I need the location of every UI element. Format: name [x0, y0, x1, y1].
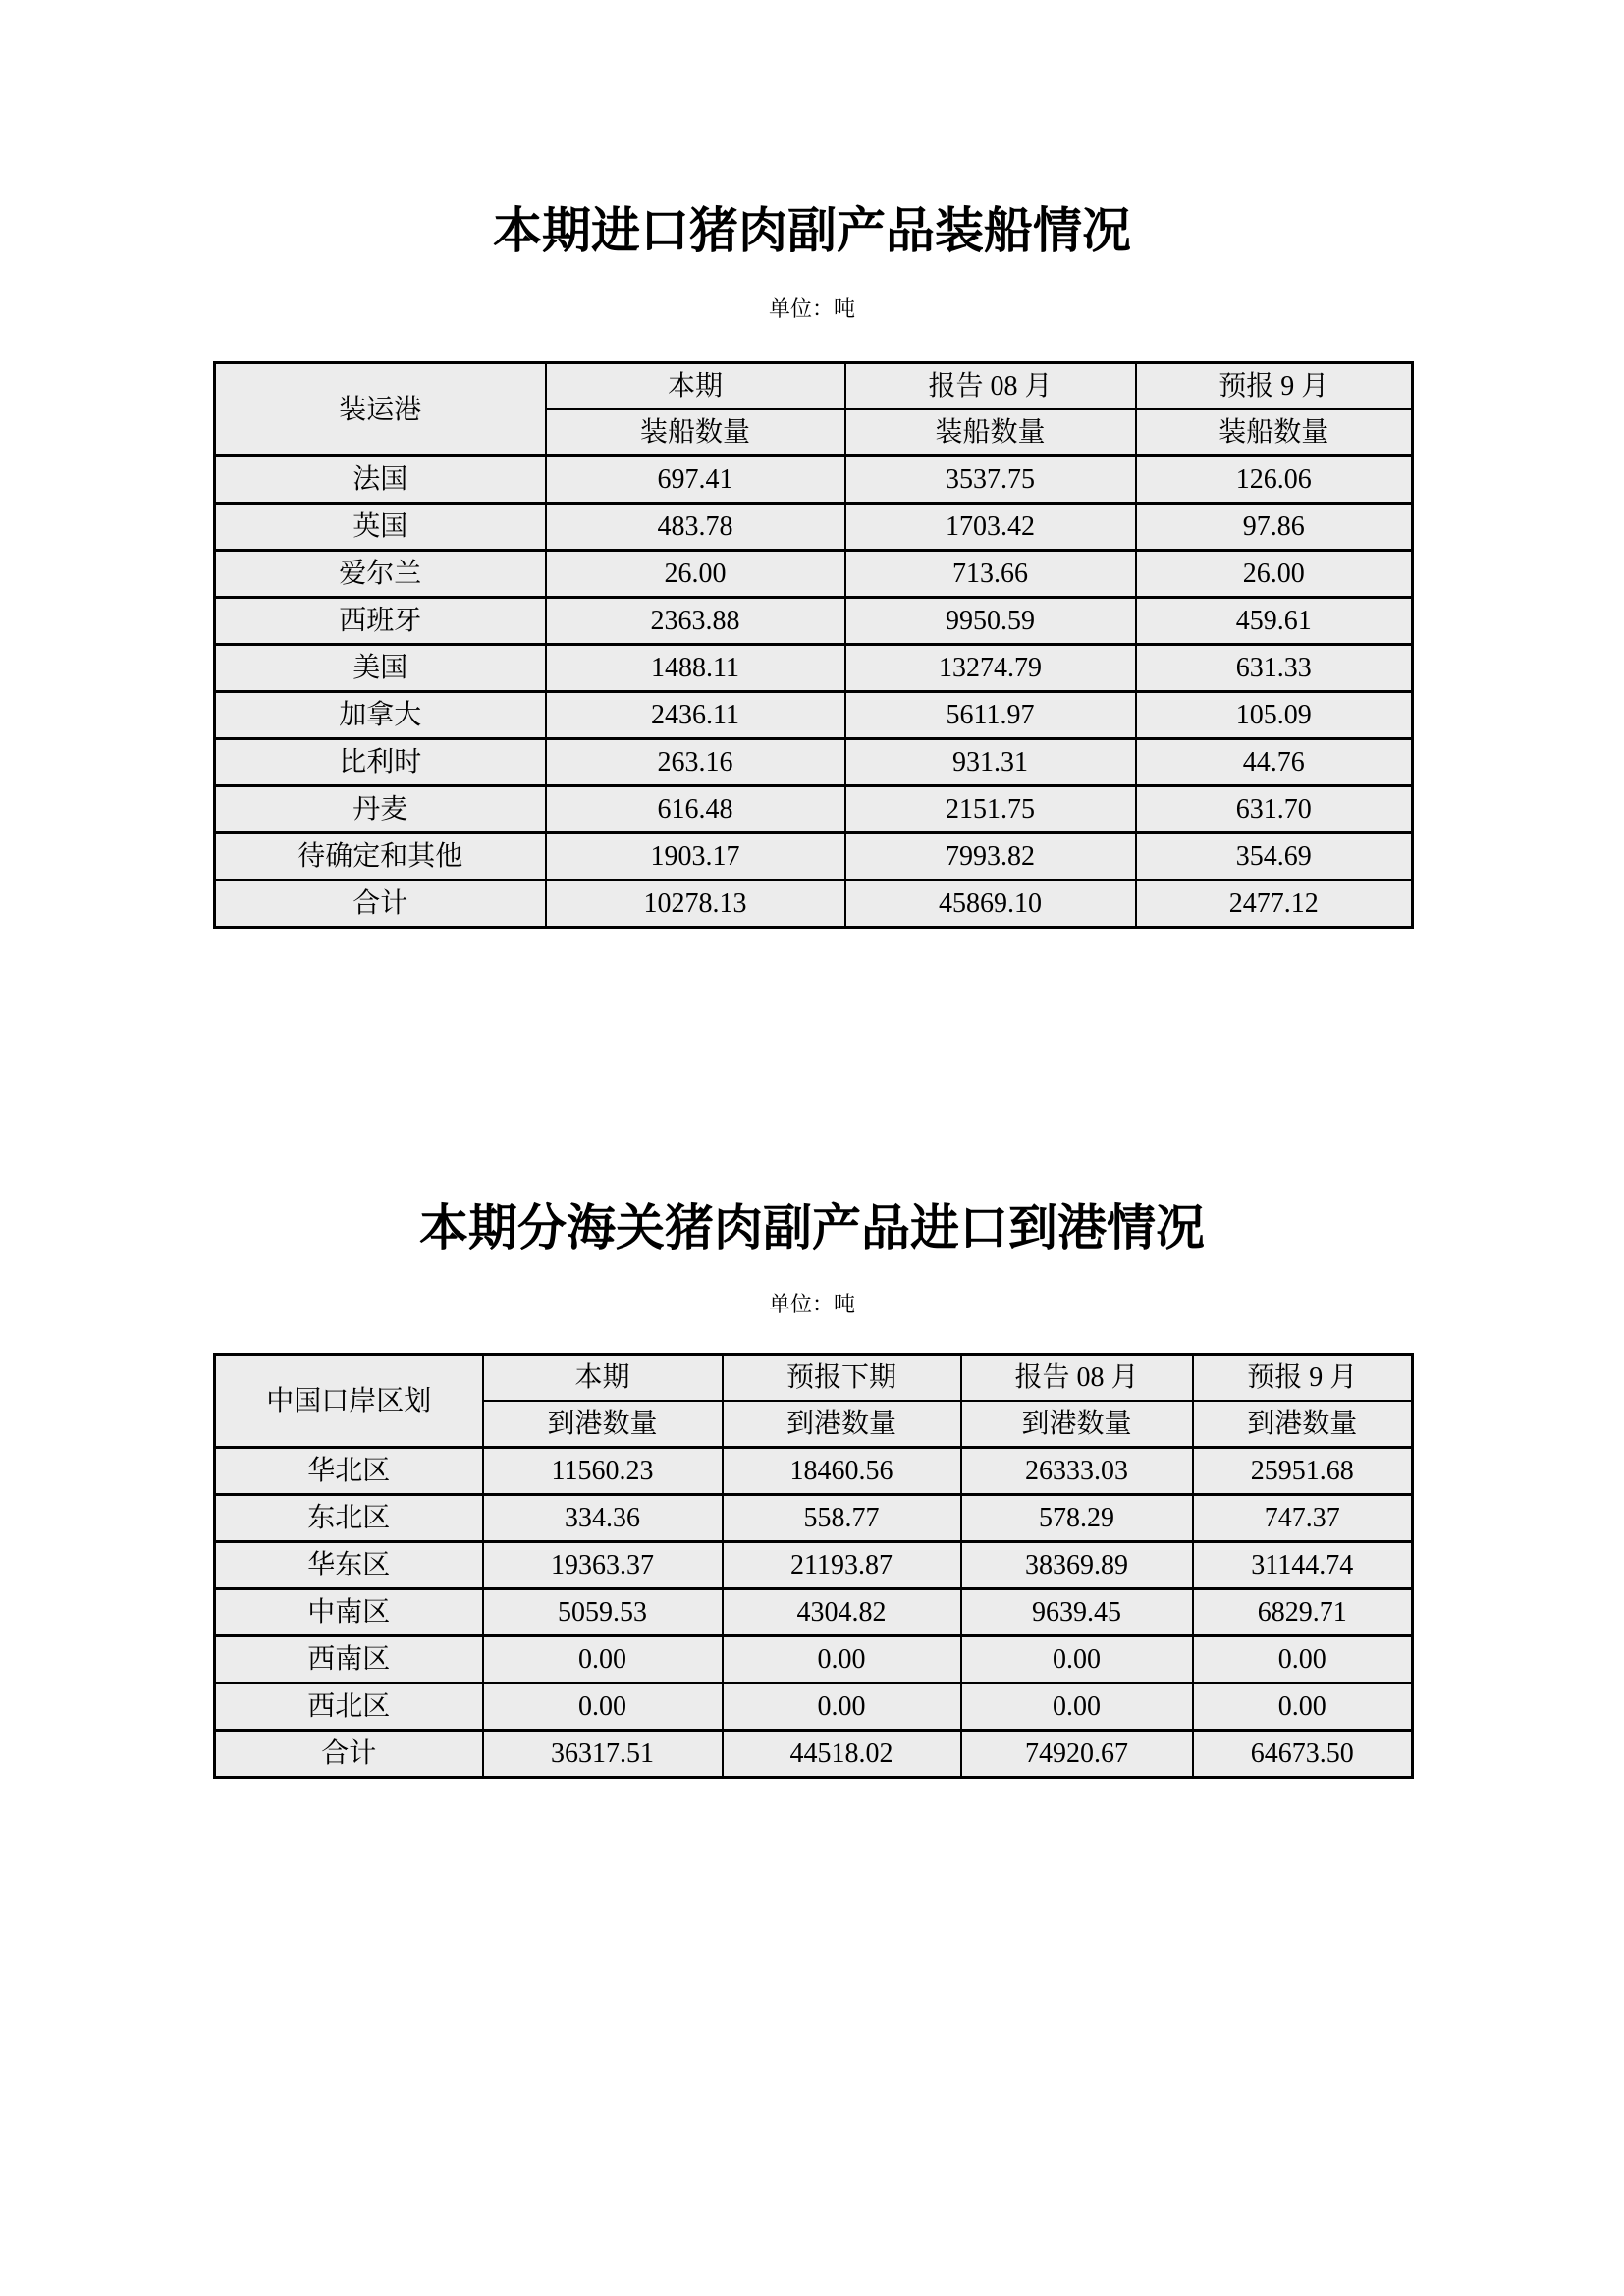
table-row [215, 1731, 1413, 1778]
corner-header-cell: 装运港 [215, 363, 546, 456]
row-label-cell: 待确定和其他 [215, 833, 546, 881]
row-label-cell: 华北区 [215, 1448, 483, 1495]
value-cell: 5059.53 [483, 1589, 723, 1636]
row-label-cell: 西南区 [215, 1636, 483, 1683]
table-row [215, 456, 1413, 504]
value-cell: 36317.51 [483, 1731, 723, 1778]
value-cell: 7993.82 [845, 833, 1136, 881]
value-cell: 616.48 [546, 786, 845, 833]
column-subheader-cell: 装船数量 [546, 409, 845, 456]
column-subheader-cell: 装船数量 [1136, 409, 1413, 456]
row-label-cell: 合计 [215, 881, 546, 928]
value-cell: 2151.75 [845, 786, 1136, 833]
row-label-cell: 华东区 [215, 1542, 483, 1589]
column-subheader-cell: 到港数量 [961, 1401, 1193, 1448]
arrival-unit-label: 单位：吨 [768, 1292, 855, 1316]
column-header-cell: 本期 [546, 363, 845, 410]
table-row [215, 1589, 1413, 1636]
row-label-cell: 丹麦 [215, 786, 546, 833]
arrival-section-title: 本期分海关猪肉副产品进口到港情况 [419, 1201, 1205, 1255]
row-label-cell: 英国 [215, 504, 546, 551]
value-cell: 0.00 [483, 1683, 723, 1731]
value-cell: 2363.88 [546, 598, 845, 645]
value-cell: 5611.97 [845, 692, 1136, 739]
value-cell: 931.31 [845, 739, 1136, 786]
value-cell: 0.00 [1193, 1683, 1413, 1731]
row-label-cell: 爱尔兰 [215, 551, 546, 598]
row-label-cell: 比利时 [215, 739, 546, 786]
value-cell: 10278.13 [546, 881, 845, 928]
row-label-cell: 中南区 [215, 1589, 483, 1636]
column-header-cell: 本期 [483, 1355, 723, 1402]
value-cell: 558.77 [723, 1495, 961, 1542]
column-header-cell: 预报下期 [723, 1355, 961, 1402]
value-cell: 631.70 [1136, 786, 1413, 833]
table-row [215, 1636, 1413, 1683]
value-cell: 483.78 [546, 504, 845, 551]
value-cell: 1903.17 [546, 833, 845, 881]
value-cell: 13274.79 [845, 645, 1136, 692]
value-cell: 25951.68 [1193, 1448, 1413, 1495]
value-cell: 1488.11 [546, 645, 845, 692]
shipment-unit-label: 单位：吨 [768, 296, 855, 321]
row-label-cell: 合计 [215, 1731, 483, 1778]
header-row-top [215, 363, 1413, 410]
value-cell: 1703.42 [845, 504, 1136, 551]
column-header-cell: 报告 08 月 [961, 1355, 1193, 1402]
value-cell: 26.00 [1136, 551, 1413, 598]
table-row [215, 1495, 1413, 1542]
value-cell: 0.00 [723, 1683, 961, 1731]
shipment-table-body [215, 456, 1413, 928]
value-cell: 459.61 [1136, 598, 1413, 645]
value-cell: 11560.23 [483, 1448, 723, 1495]
value-cell: 0.00 [483, 1636, 723, 1683]
value-cell: 713.66 [845, 551, 1136, 598]
column-subheader-cell: 到港数量 [723, 1401, 961, 1448]
value-cell: 38369.89 [961, 1542, 1193, 1589]
value-cell: 2477.12 [1136, 881, 1413, 928]
value-cell: 26333.03 [961, 1448, 1193, 1495]
shipment-table-header [215, 363, 1413, 456]
row-label-cell: 西北区 [215, 1683, 483, 1731]
value-cell: 0.00 [961, 1636, 1193, 1683]
value-cell: 697.41 [546, 456, 845, 504]
row-label-cell: 东北区 [215, 1495, 483, 1542]
value-cell: 21193.87 [723, 1542, 961, 1589]
arrival-table-header [215, 1355, 1413, 1448]
value-cell: 9950.59 [845, 598, 1136, 645]
arrival-table-body [215, 1448, 1413, 1778]
value-cell: 19363.37 [483, 1542, 723, 1589]
table-row [215, 551, 1413, 598]
value-cell: 334.36 [483, 1495, 723, 1542]
table-row [215, 1448, 1413, 1495]
row-label-cell: 加拿大 [215, 692, 546, 739]
table-row [215, 881, 1413, 928]
arrival-table [213, 1353, 1414, 1779]
column-subheader-cell: 到港数量 [1193, 1401, 1413, 1448]
value-cell: 44518.02 [723, 1731, 961, 1778]
value-cell: 354.69 [1136, 833, 1413, 881]
shipment-section-title: 本期进口猪肉副产品装船情况 [493, 203, 1131, 258]
value-cell: 64673.50 [1193, 1731, 1413, 1778]
table-row [215, 598, 1413, 645]
column-subheader-cell: 装船数量 [845, 409, 1136, 456]
table-row [215, 833, 1413, 881]
value-cell: 631.33 [1136, 645, 1413, 692]
value-cell: 126.06 [1136, 456, 1413, 504]
value-cell: 74920.67 [961, 1731, 1193, 1778]
value-cell: 2436.11 [546, 692, 845, 739]
table-row [215, 786, 1413, 833]
value-cell: 9639.45 [961, 1589, 1193, 1636]
row-label-cell: 美国 [215, 645, 546, 692]
column-header-cell: 预报 9 月 [1136, 363, 1413, 410]
column-header-cell: 预报 9 月 [1193, 1355, 1413, 1402]
value-cell: 0.00 [1193, 1636, 1413, 1683]
value-cell: 18460.56 [723, 1448, 961, 1495]
row-label-cell: 西班牙 [215, 598, 546, 645]
table-row [215, 739, 1413, 786]
column-header-cell: 报告 08 月 [845, 363, 1136, 410]
value-cell: 578.29 [961, 1495, 1193, 1542]
header-row-top [215, 1355, 1413, 1402]
table-row [215, 1542, 1413, 1589]
column-subheader-cell: 到港数量 [483, 1401, 723, 1448]
table-row [215, 645, 1413, 692]
value-cell: 263.16 [546, 739, 845, 786]
value-cell: 31144.74 [1193, 1542, 1413, 1589]
value-cell: 0.00 [961, 1683, 1193, 1731]
value-cell: 4304.82 [723, 1589, 961, 1636]
shipment-table [213, 361, 1414, 929]
table-row [215, 692, 1413, 739]
value-cell: 105.09 [1136, 692, 1413, 739]
value-cell: 6829.71 [1193, 1589, 1413, 1636]
value-cell: 26.00 [546, 551, 845, 598]
value-cell: 747.37 [1193, 1495, 1413, 1542]
corner-header-cell: 中国口岸区划 [215, 1355, 483, 1448]
value-cell: 3537.75 [845, 456, 1136, 504]
value-cell: 44.76 [1136, 739, 1413, 786]
value-cell: 0.00 [723, 1636, 961, 1683]
table-row [215, 504, 1413, 551]
value-cell: 97.86 [1136, 504, 1413, 551]
value-cell: 45869.10 [845, 881, 1136, 928]
row-label-cell: 法国 [215, 456, 546, 504]
table-row [215, 1683, 1413, 1731]
